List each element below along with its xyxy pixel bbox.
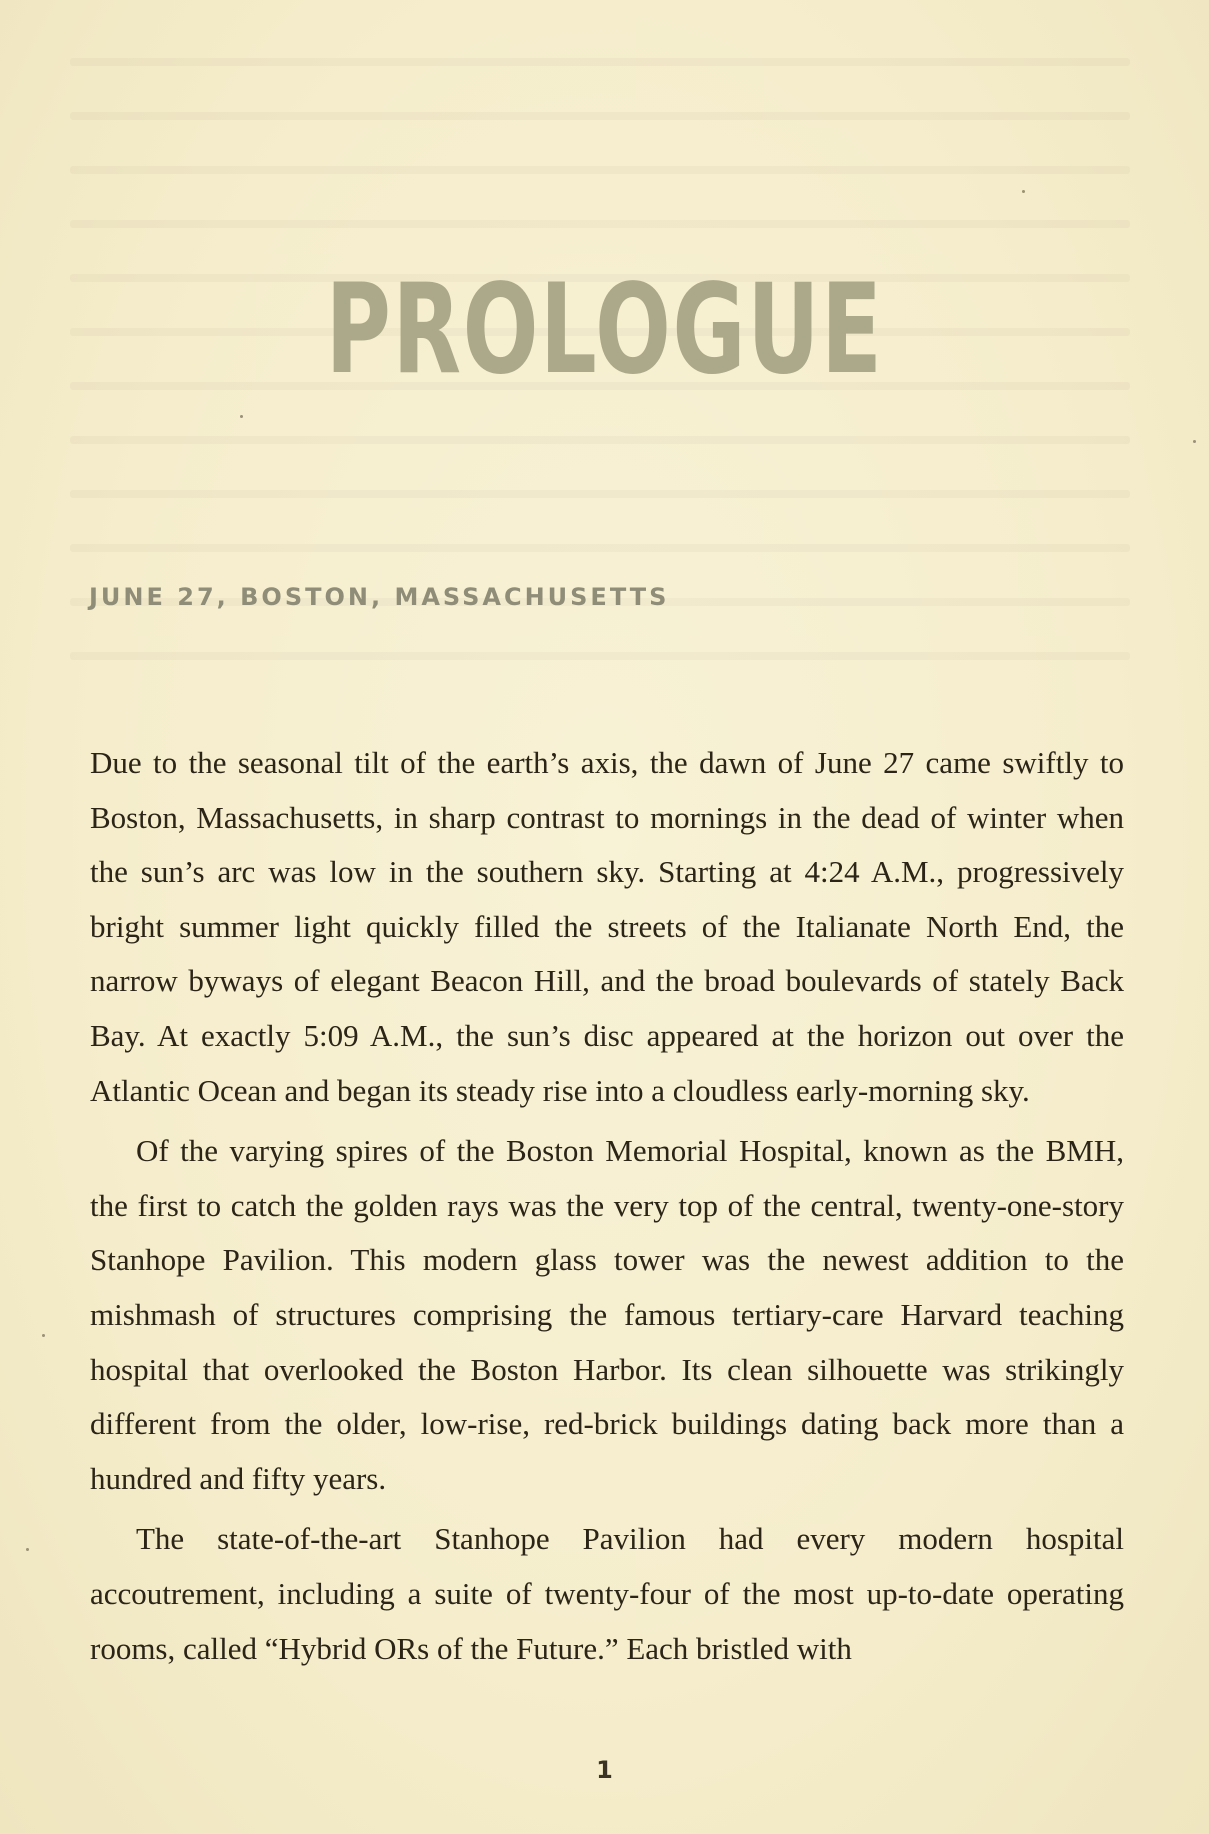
paper-speck <box>42 1334 45 1337</box>
paper-speck <box>26 1548 29 1551</box>
page-number: 1 <box>596 1756 613 1784</box>
paper-speck <box>1193 440 1196 443</box>
show-through-line <box>70 544 1130 552</box>
paragraph: Due to the seasonal tilt of the earth’s axis, the dawn of June 27 came swiftly to Boston, Massachusetts, in sharp contrast to mornings in the dead of winter when the sun’s arc was low in the southern sky. Starting at 4:24 A.M., progressively bright summer light quickly filled the streets of the Italianate North End, the narrow byways of elegant Beacon Hill, and the broad boulevards of stately Back Bay. At exactly 5:09 A.M., the sun’s disc appeared at the horizon out over the Atlantic Ocean and began its steady rise into a cloudless early-morning sky. <box>90 745 1124 1108</box>
paper-speck <box>1022 190 1025 193</box>
show-through-line <box>70 58 1130 66</box>
show-through-line <box>70 652 1130 660</box>
paragraph: Of the varying spires of the Boston Memorial Hospital, known as the BMH, the first to catch the golden rays was the very top of the central, twenty-one-story Stanhope Pavilion. This modern glass tower was the newest addition to the mishmash of structures comprising the famous tertiary-care Harvard teaching hospital that overlooked the Boston Harbor. Its clean silhouette was strikingly different from the older, low-rise, red-brick buildings dating back more than a hundred and fifty years. <box>90 1133 1124 1496</box>
show-through-line <box>70 112 1130 120</box>
chapter-dateline: JUNE 27, BOSTON, MASSACHUSETTS <box>89 583 670 611</box>
show-through-line <box>70 490 1130 498</box>
show-through-line <box>70 436 1130 444</box>
paragraph: The state-of-the-art Stanhope Pavilion had every modern hospital accoutrement, including a suite of twenty-four of the most up-to-date operating rooms, called “Hybrid ORs of the Future.” Each bristled with <box>90 1521 1124 1666</box>
body-text <box>90 736 1124 1676</box>
paper-speck <box>240 415 243 418</box>
show-through-line <box>70 220 1130 228</box>
show-through-line <box>70 166 1130 174</box>
chapter-title: PROLOGUE <box>325 258 884 402</box>
